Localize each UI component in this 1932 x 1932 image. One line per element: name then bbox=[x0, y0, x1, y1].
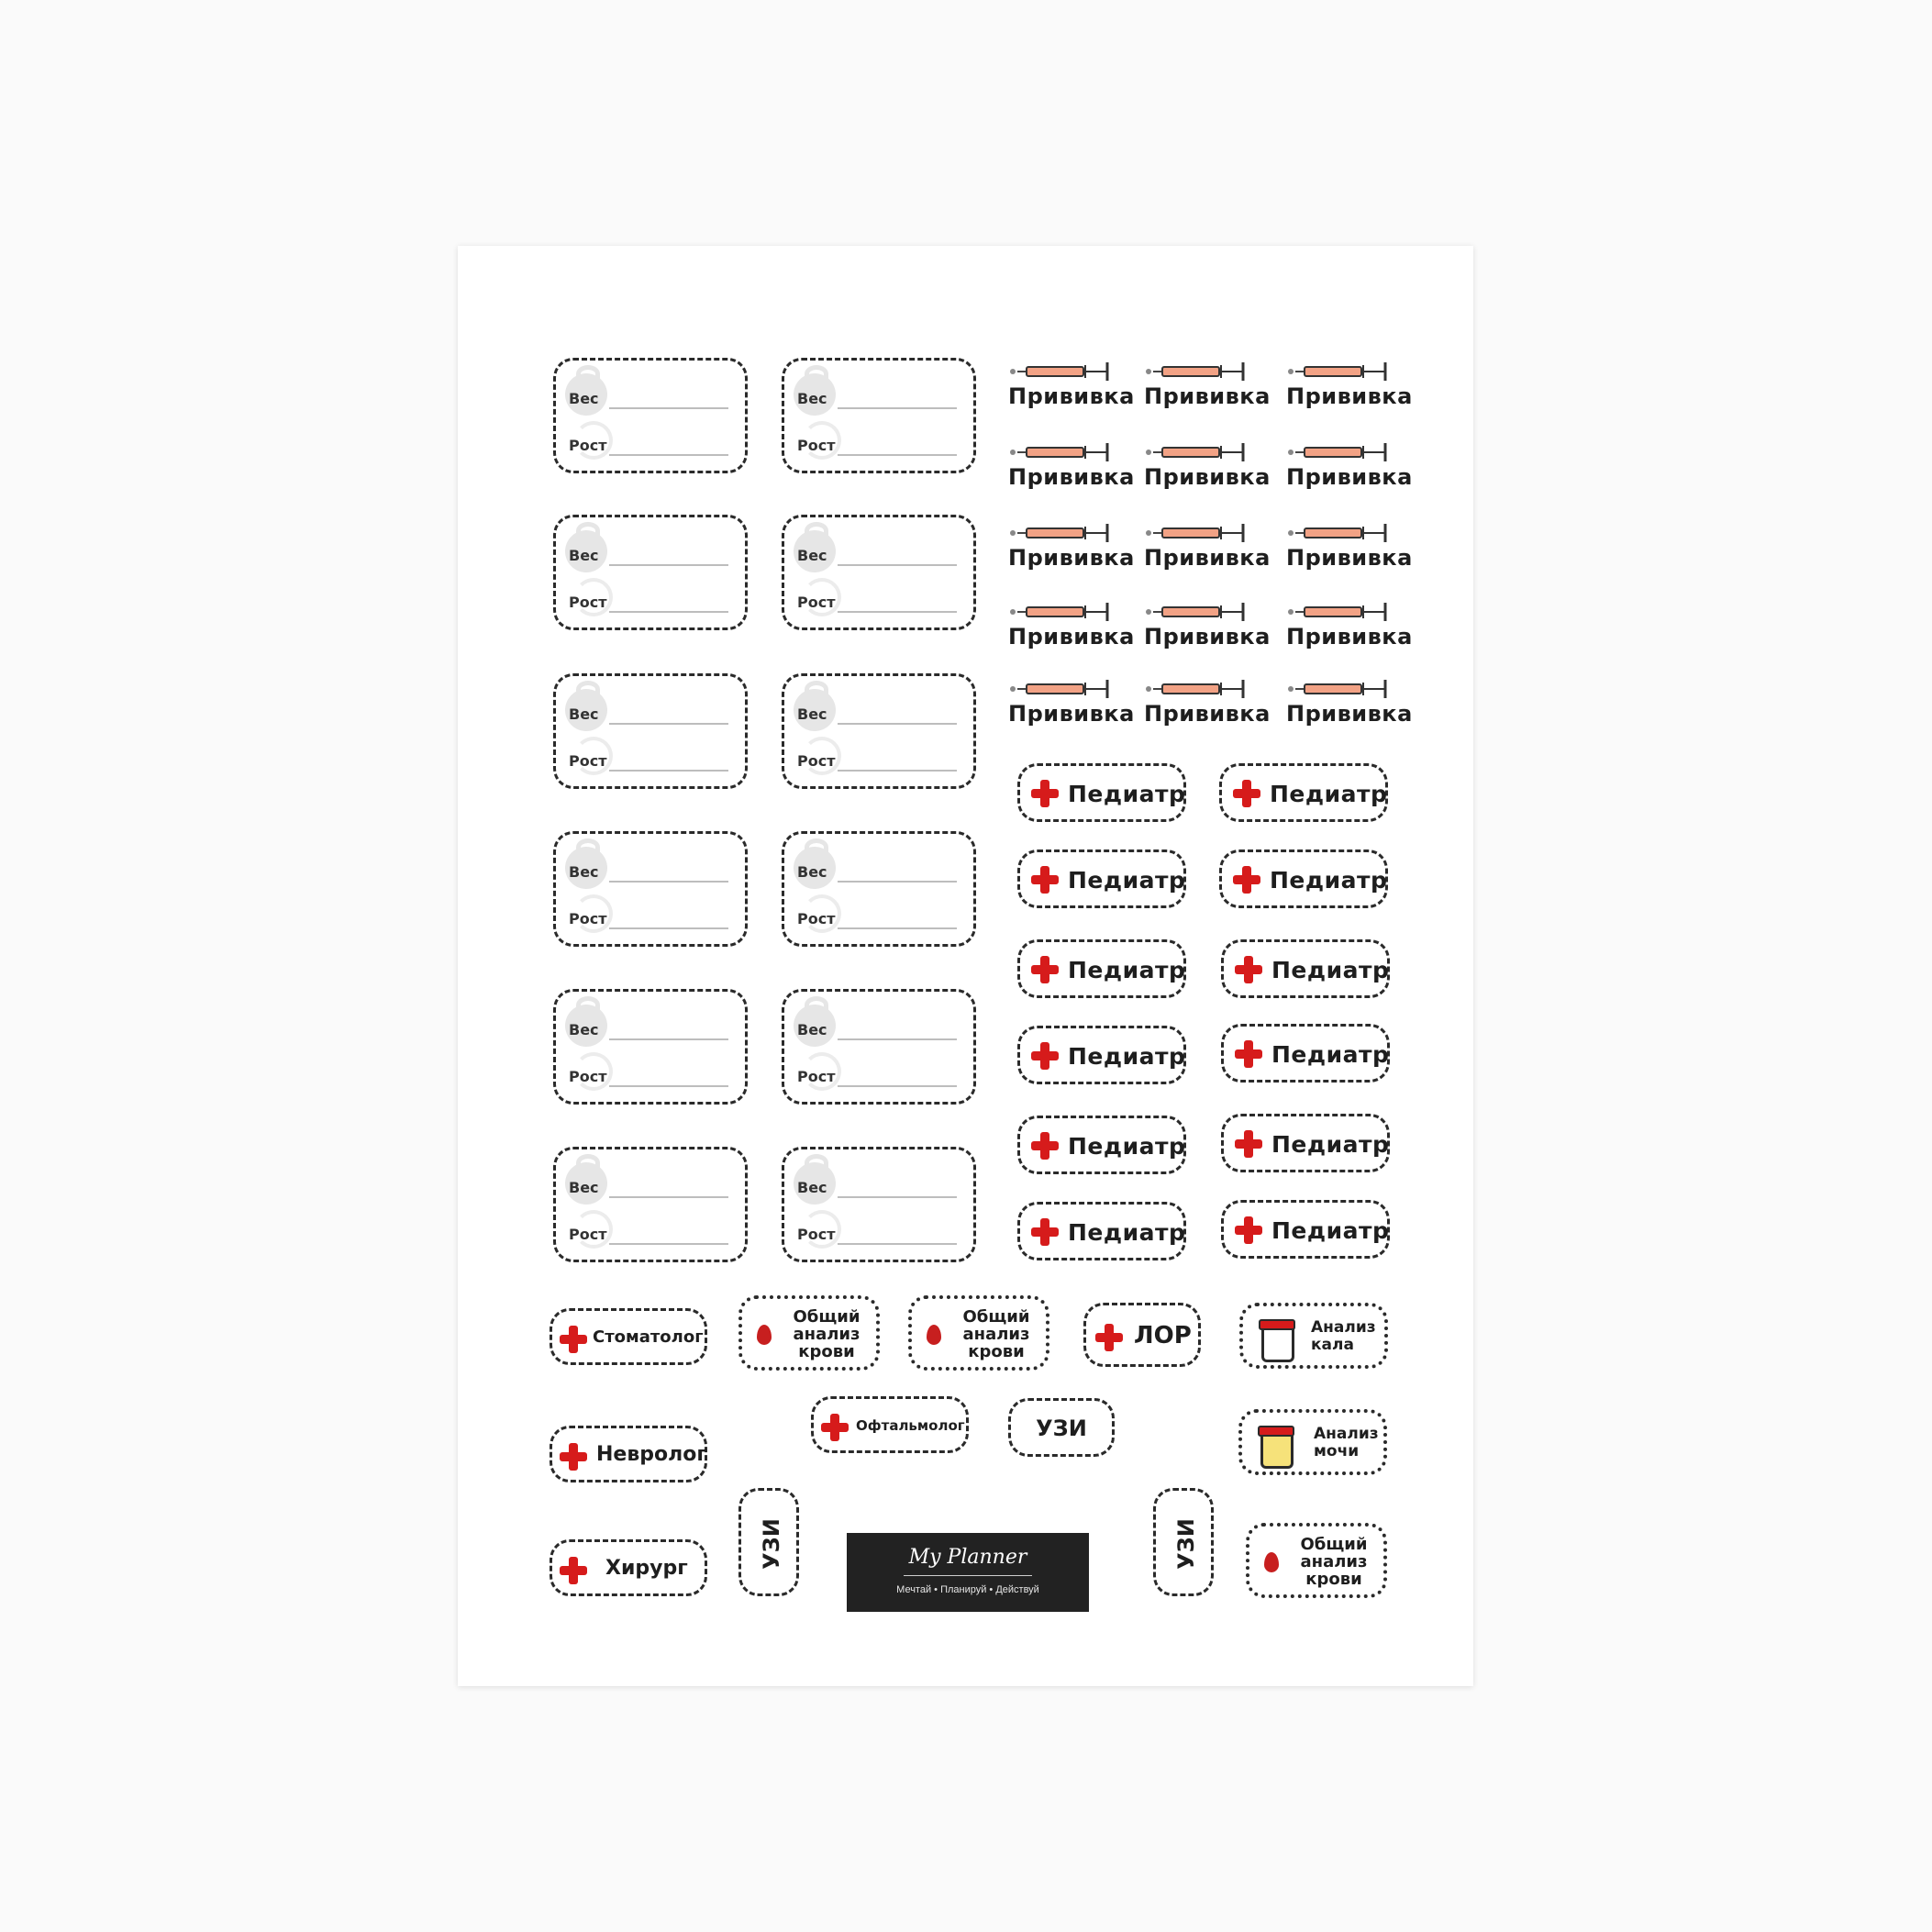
weight-label: Вес bbox=[569, 547, 599, 564]
syringe-icon bbox=[1008, 598, 1116, 626]
vaccine-label: Прививка bbox=[1286, 383, 1413, 409]
vaccine-label: Прививка bbox=[1008, 383, 1135, 409]
red-cross-icon bbox=[821, 1414, 849, 1441]
pediatrician-sticker bbox=[1017, 763, 1186, 822]
blood-drop-icon bbox=[1264, 1552, 1279, 1572]
pediatrician-sticker bbox=[1219, 763, 1388, 822]
blood-test-label: Общий анализ крови bbox=[1300, 1535, 1368, 1589]
syringe-icon bbox=[1144, 598, 1252, 626]
vaccine-sticker bbox=[1286, 598, 1413, 659]
ent-sticker bbox=[1083, 1303, 1201, 1367]
height-label: Рост bbox=[569, 752, 607, 770]
dentist-label: Стоматолог bbox=[593, 1327, 704, 1347]
red-cross-icon bbox=[1233, 866, 1260, 894]
pediatrician-sticker bbox=[1017, 939, 1186, 998]
vaccine-label: Прививка bbox=[1286, 545, 1413, 571]
dentist-sticker bbox=[550, 1308, 707, 1365]
syringe-icon bbox=[1286, 675, 1394, 703]
blood-drop-icon bbox=[927, 1325, 941, 1345]
brand-tagline: Мечтай • Планируй • Действуй bbox=[896, 1584, 1039, 1595]
syringe-icon bbox=[1144, 519, 1252, 547]
ophthalmologist-label: Офтальмолог bbox=[856, 1417, 965, 1434]
pediatrician-label: Педиатр bbox=[1068, 867, 1186, 894]
weight-height-sticker bbox=[782, 1147, 976, 1262]
syringe-icon bbox=[1144, 675, 1252, 703]
pediatrician-label: Педиатр bbox=[1068, 1043, 1186, 1070]
pediatrician-label: Педиатр bbox=[1068, 1133, 1186, 1160]
blood-test-sticker bbox=[1246, 1523, 1387, 1598]
blood-drop-icon bbox=[757, 1325, 772, 1345]
pediatrician-sticker bbox=[1221, 939, 1390, 998]
pediatrician-sticker bbox=[1017, 1202, 1186, 1260]
pediatrician-sticker bbox=[1221, 1024, 1390, 1083]
weight-height-sticker bbox=[782, 358, 976, 473]
vaccine-sticker bbox=[1144, 358, 1271, 418]
red-cross-icon bbox=[1233, 780, 1260, 807]
urine-test-label: Анализ мочи bbox=[1314, 1425, 1379, 1460]
vaccine-sticker bbox=[1286, 519, 1413, 580]
red-cross-icon bbox=[1031, 780, 1059, 807]
sticker-sheet bbox=[458, 246, 1473, 1686]
pediatrician-sticker bbox=[1017, 849, 1186, 908]
weight-height-sticker bbox=[553, 673, 748, 789]
pediatrician-label: Педиатр bbox=[1068, 781, 1186, 807]
height-label: Рост bbox=[797, 594, 836, 611]
pediatrician-sticker bbox=[1219, 849, 1388, 908]
stool-test-label: Анализ кала bbox=[1311, 1318, 1376, 1354]
vaccine-sticker bbox=[1286, 675, 1413, 736]
vaccine-sticker bbox=[1144, 598, 1271, 659]
vaccine-sticker bbox=[1008, 675, 1135, 736]
vaccine-label: Прививка bbox=[1286, 464, 1413, 490]
ultrasound-label: УЗИ bbox=[1173, 1518, 1199, 1570]
weight-height-sticker bbox=[553, 515, 748, 630]
urine-test-sticker bbox=[1238, 1409, 1387, 1475]
height-label: Рост bbox=[797, 437, 836, 454]
syringe-icon bbox=[1286, 519, 1394, 547]
blood-test-sticker bbox=[908, 1295, 1049, 1371]
height-label: Рост bbox=[569, 437, 607, 454]
weight-height-sticker bbox=[782, 673, 976, 789]
ophthalmologist-sticker bbox=[811, 1396, 969, 1453]
weight-label: Вес bbox=[797, 1179, 827, 1196]
red-cross-icon bbox=[1235, 1216, 1262, 1244]
syringe-icon bbox=[1008, 519, 1116, 547]
red-cross-icon bbox=[1031, 1218, 1059, 1246]
vaccine-label: Прививка bbox=[1008, 464, 1135, 490]
syringe-icon bbox=[1008, 439, 1116, 466]
specimen-cup-icon bbox=[1261, 1327, 1294, 1362]
weight-height-sticker bbox=[782, 831, 976, 947]
red-cross-icon bbox=[560, 1326, 587, 1353]
weight-height-sticker bbox=[553, 989, 748, 1105]
syringe-icon bbox=[1286, 598, 1394, 626]
height-label: Рост bbox=[797, 1068, 836, 1085]
red-cross-icon bbox=[1031, 956, 1059, 983]
red-cross-icon bbox=[1235, 1040, 1262, 1068]
vaccine-sticker bbox=[1144, 439, 1271, 499]
weight-height-sticker bbox=[782, 515, 976, 630]
pediatrician-label: Педиатр bbox=[1068, 957, 1186, 983]
surgeon-label: Хирург bbox=[605, 1557, 688, 1580]
vaccine-label: Прививка bbox=[1144, 545, 1271, 571]
vaccine-sticker bbox=[1008, 598, 1135, 659]
syringe-icon bbox=[1286, 358, 1394, 385]
vaccine-label: Прививка bbox=[1144, 464, 1271, 490]
red-cross-icon bbox=[560, 1557, 587, 1584]
specimen-cup-icon bbox=[1260, 1433, 1294, 1469]
syringe-icon bbox=[1008, 358, 1116, 385]
blood-test-sticker bbox=[738, 1295, 880, 1371]
pediatrician-sticker bbox=[1017, 1116, 1186, 1174]
pediatrician-label: Педиатр bbox=[1270, 867, 1388, 894]
neurologist-label: Невролог bbox=[596, 1443, 707, 1466]
height-label: Рост bbox=[569, 594, 607, 611]
blood-test-label: Общий анализ крови bbox=[962, 1307, 1030, 1361]
weight-height-sticker bbox=[553, 831, 748, 947]
vaccine-label: Прививка bbox=[1008, 545, 1135, 571]
red-cross-icon bbox=[560, 1443, 587, 1471]
ultrasound-sticker-vertical bbox=[738, 1488, 799, 1596]
pediatrician-sticker bbox=[1221, 1114, 1390, 1172]
pediatrician-label: Педиатр bbox=[1271, 1041, 1390, 1068]
vaccine-sticker bbox=[1144, 519, 1271, 580]
syringe-icon bbox=[1286, 439, 1394, 466]
brand-script: My Planner bbox=[908, 1546, 1027, 1569]
pediatrician-label: Педиатр bbox=[1068, 1219, 1186, 1246]
vaccine-sticker bbox=[1144, 675, 1271, 736]
neurologist-sticker bbox=[550, 1426, 707, 1482]
vaccine-label: Прививка bbox=[1286, 624, 1413, 650]
syringe-icon bbox=[1144, 358, 1252, 385]
vaccine-label: Прививка bbox=[1008, 701, 1135, 727]
height-label: Рост bbox=[569, 910, 607, 927]
height-label: Рост bbox=[569, 1068, 607, 1085]
weight-label: Вес bbox=[569, 390, 599, 407]
red-cross-icon bbox=[1031, 866, 1059, 894]
vaccine-sticker bbox=[1008, 439, 1135, 499]
syringe-icon bbox=[1008, 675, 1116, 703]
weight-label: Вес bbox=[797, 863, 827, 881]
ultrasound-sticker-vertical bbox=[1153, 1488, 1214, 1596]
weight-height-sticker bbox=[553, 358, 748, 473]
ultrasound-label: УЗИ bbox=[759, 1518, 784, 1570]
pediatrician-sticker bbox=[1017, 1026, 1186, 1084]
ultrasound-sticker bbox=[1008, 1398, 1115, 1457]
pediatrician-label: Педиатр bbox=[1271, 1217, 1390, 1244]
weight-label: Вес bbox=[797, 390, 827, 407]
vaccine-sticker bbox=[1008, 519, 1135, 580]
pediatrician-label: Педиатр bbox=[1270, 781, 1388, 807]
weight-label: Вес bbox=[797, 705, 827, 723]
weight-label: Вес bbox=[797, 1021, 827, 1038]
red-cross-icon bbox=[1235, 956, 1262, 983]
red-cross-icon bbox=[1235, 1130, 1262, 1158]
weight-label: Вес bbox=[569, 705, 599, 723]
vaccine-label: Прививка bbox=[1144, 701, 1271, 727]
blood-test-label: Общий анализ крови bbox=[793, 1307, 861, 1361]
vaccine-label: Прививка bbox=[1144, 624, 1271, 650]
syringe-icon bbox=[1144, 439, 1252, 466]
pediatrician-sticker bbox=[1221, 1200, 1390, 1259]
surgeon-sticker bbox=[550, 1539, 707, 1596]
weight-height-sticker bbox=[553, 1147, 748, 1262]
weight-height-sticker bbox=[782, 989, 976, 1105]
red-cross-icon bbox=[1095, 1324, 1123, 1351]
pediatrician-label: Педиатр bbox=[1271, 957, 1390, 983]
brand-logo bbox=[847, 1533, 1089, 1612]
weight-label: Вес bbox=[569, 863, 599, 881]
height-label: Рост bbox=[797, 752, 836, 770]
vaccine-sticker bbox=[1286, 358, 1413, 418]
vaccine-sticker bbox=[1286, 439, 1413, 499]
vaccine-label: Прививка bbox=[1008, 624, 1135, 650]
ent-label: ЛОР bbox=[1134, 1322, 1192, 1349]
ultrasound-label: УЗИ bbox=[1036, 1416, 1087, 1441]
height-label: Рост bbox=[569, 1226, 607, 1243]
red-cross-icon bbox=[1031, 1132, 1059, 1160]
weight-label: Вес bbox=[569, 1021, 599, 1038]
height-label: Рост bbox=[797, 910, 836, 927]
red-cross-icon bbox=[1031, 1042, 1059, 1070]
weight-label: Вес bbox=[797, 547, 827, 564]
height-label: Рост bbox=[797, 1226, 836, 1243]
vaccine-label: Прививка bbox=[1144, 383, 1271, 409]
weight-label: Вес bbox=[569, 1179, 599, 1196]
pediatrician-label: Педиатр bbox=[1271, 1131, 1390, 1158]
vaccine-sticker bbox=[1008, 358, 1135, 418]
stool-test-sticker bbox=[1239, 1303, 1388, 1369]
vaccine-label: Прививка bbox=[1286, 701, 1413, 727]
